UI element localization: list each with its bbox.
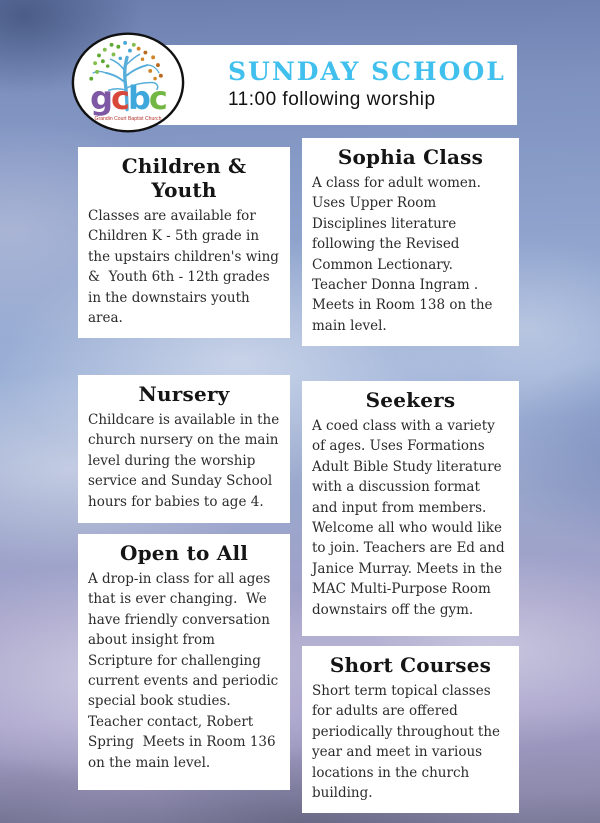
class-card-nursery	[78, 375, 290, 523]
church-name-tagline: Grandin Court Baptist Church	[94, 116, 162, 122]
card-title: Sophia Class	[337, 145, 484, 169]
gcbc-letter-c2: c	[148, 79, 166, 117]
card-body: A coed class with a variety of ages. Uses Formations Adult Bible Study literature with a discussion format and input from members. Welcome all who would like to join. Teachers are Ed and Janice Murray. Meets in the MAC Multi-Purpose Room downstairs off the gym.	[312, 418, 509, 618]
header-subtitle: 11:00 following worship	[228, 88, 436, 110]
class-card-open-to-all	[78, 534, 290, 790]
gcbc-letter-c1: c	[111, 79, 128, 117]
gcbc-wordmark	[70, 79, 186, 117]
card-title: Nursery	[138, 382, 230, 406]
card-body: A class for adult women. Uses Upper Room Disciplines literature following the Revised Common Lectionary. Teacher Donna Ingram . Meets in Room 138 on the main level.	[312, 175, 497, 334]
card-title: Children & Youth	[121, 154, 247, 202]
page-title: SUNDAY SCHOOL	[228, 57, 506, 87]
card-title: Open to All	[119, 541, 249, 565]
gcbc-church-logo	[70, 32, 186, 133]
class-card-children-youth	[78, 147, 290, 338]
class-card-seekers	[302, 381, 519, 636]
card-body: Classes are available for Children K - 5th grade in the upstairs children's wing & Youth 6th - 12th grades in the downstairs youth area.	[88, 208, 288, 327]
card-body: A drop-in class for all ages that is ever changing. We have friendly conversation about insight from Scripture for challenging current events and periodic special book studies. Teacher contact, Robert Spring Meets in Room 136 on the main level.	[88, 571, 283, 771]
header-banner	[143, 45, 517, 125]
gcbc-letter-b: b	[128, 79, 149, 117]
card-body: Short term topical classes for adults are offered periodically throughout the year and meet in various locations in the church building.	[312, 683, 505, 802]
card-title: Short Courses	[329, 653, 492, 677]
class-card-sophia-class	[302, 138, 519, 346]
card-body: Childcare is available in the church nursery on the main level during the worship service and Sunday School hours for babies to age 4.	[88, 412, 284, 510]
gcbc-letter-g: g	[90, 79, 112, 117]
class-card-short-courses	[302, 646, 519, 813]
card-title: Seekers	[365, 388, 456, 412]
